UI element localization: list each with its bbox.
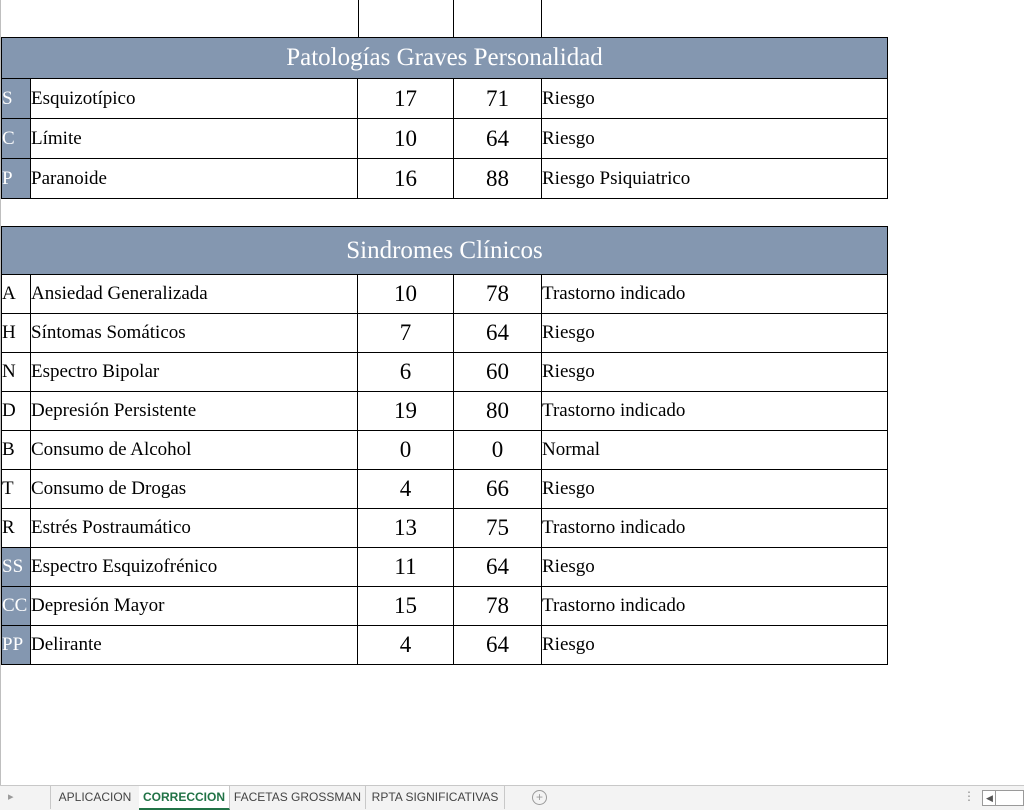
table-row (2, 275, 888, 314)
interpretation[interactable]: Riesgo (542, 119, 888, 159)
br-score[interactable]: 71 (454, 79, 542, 119)
table-row (2, 509, 888, 548)
br-score[interactable]: 64 (454, 548, 542, 587)
interpretation[interactable]: Trastorno indicado (542, 275, 888, 314)
scale-code[interactable]: H (2, 314, 31, 353)
interpretation[interactable]: Riesgo (542, 626, 888, 665)
column-divider (541, 0, 542, 37)
br-score[interactable]: 64 (454, 314, 542, 353)
section-title[interactable]: Sindromes Clínicos (2, 227, 888, 275)
scale-name[interactable]: Estrés Postraumático (31, 509, 358, 548)
scroll-left-arrow-icon[interactable]: ◀ (986, 793, 993, 803)
scale-code[interactable]: PP (2, 626, 31, 665)
interpretation[interactable]: Trastorno indicado (542, 392, 888, 431)
section-title[interactable]: Patologías Graves Personalidad (2, 38, 888, 79)
raw-score[interactable]: 16 (358, 159, 454, 199)
scroll-left-icon[interactable]: ▸ (8, 791, 14, 803)
interpretation[interactable]: Normal (542, 431, 888, 470)
br-score[interactable]: 60 (454, 353, 542, 392)
scale-name[interactable]: Límite (31, 119, 358, 159)
scale-code[interactable]: C (2, 119, 31, 159)
interpretation[interactable]: Riesgo (542, 314, 888, 353)
table-row (2, 119, 888, 159)
br-score[interactable]: 64 (454, 626, 542, 665)
scale-name[interactable]: Ansiedad Generalizada (31, 275, 358, 314)
table-row (2, 626, 888, 665)
interpretation[interactable]: Riesgo (542, 353, 888, 392)
table-row (2, 431, 888, 470)
scale-name[interactable]: Espectro Esquizofrénico (31, 548, 358, 587)
br-score[interactable]: 80 (454, 392, 542, 431)
table-row (2, 159, 888, 199)
scrollbar-thumb[interactable] (995, 791, 996, 805)
table-personality-pathologies (1, 37, 888, 199)
scale-name[interactable]: Síntomas Somáticos (31, 314, 358, 353)
br-score[interactable]: 78 (454, 275, 542, 314)
scale-code[interactable]: R (2, 509, 31, 548)
table-row (2, 587, 888, 626)
table-row (2, 79, 888, 119)
br-score[interactable]: 75 (454, 509, 542, 548)
table-row (2, 470, 888, 509)
scale-code[interactable]: A (2, 275, 31, 314)
scale-code[interactable]: P (2, 159, 31, 199)
scale-code[interactable]: S (2, 79, 31, 119)
raw-score[interactable]: 15 (358, 587, 454, 626)
scale-name[interactable]: Depresión Persistente (31, 392, 358, 431)
interpretation[interactable]: Riesgo (542, 470, 888, 509)
scale-code[interactable]: T (2, 470, 31, 509)
raw-score[interactable]: 17 (358, 79, 454, 119)
scale-code[interactable]: D (2, 392, 31, 431)
raw-score[interactable]: 4 (358, 626, 454, 665)
scale-code[interactable]: N (2, 353, 31, 392)
interpretation[interactable]: Riesgo (542, 548, 888, 587)
interpretation[interactable]: Riesgo Psiquiatrico (542, 159, 888, 199)
raw-score[interactable]: 13 (358, 509, 454, 548)
tab-correccion[interactable]: CORRECCION (139, 786, 230, 810)
raw-score[interactable]: 6 (358, 353, 454, 392)
tab-aplicacion[interactable]: APLICACION (50, 786, 140, 809)
br-score[interactable]: 0 (454, 431, 542, 470)
column-divider (358, 0, 359, 37)
br-score[interactable]: 64 (454, 119, 542, 159)
raw-score[interactable]: 19 (358, 392, 454, 431)
scale-name[interactable]: Paranoide (31, 159, 358, 199)
interpretation[interactable]: Trastorno indicado (542, 509, 888, 548)
table-clinical-syndromes (1, 226, 888, 665)
scale-name[interactable]: Consumo de Drogas (31, 470, 358, 509)
br-score[interactable]: 88 (454, 159, 542, 199)
scale-name[interactable]: Delirante (31, 626, 358, 665)
table-row (2, 314, 888, 353)
sheet-tab-bar (0, 785, 1024, 810)
tab-facetas-grossman[interactable]: FACETAS GROSSMAN (230, 786, 366, 809)
raw-score[interactable]: 0 (358, 431, 454, 470)
scale-name[interactable]: Consumo de Alcohol (31, 431, 358, 470)
table-row (2, 392, 888, 431)
scale-code[interactable]: CC (2, 587, 31, 626)
table-row (2, 548, 888, 587)
section-header-row (2, 227, 888, 275)
scale-code[interactable]: B (2, 431, 31, 470)
br-score[interactable]: 78 (454, 587, 542, 626)
table-row (2, 353, 888, 392)
br-score[interactable]: 66 (454, 470, 542, 509)
raw-score[interactable]: 11 (358, 548, 454, 587)
plus-circle-icon[interactable]: + (532, 790, 547, 805)
scale-name[interactable]: Depresión Mayor (31, 587, 358, 626)
interpretation[interactable]: Trastorno indicado (542, 587, 888, 626)
raw-score[interactable]: 10 (358, 119, 454, 159)
horizontal-scrollbar[interactable] (982, 790, 1024, 806)
scale-code[interactable]: SS (2, 548, 31, 587)
tab-rpta-significativas[interactable]: RPTA SIGNIFICATIVAS (366, 786, 505, 809)
raw-score[interactable]: 7 (358, 314, 454, 353)
scale-name[interactable]: Esquizotípico (31, 79, 358, 119)
section-header-row (2, 38, 888, 79)
scale-name[interactable]: Espectro Bipolar (31, 353, 358, 392)
more-options-icon[interactable]: ⋮ (963, 789, 975, 803)
column-divider (453, 0, 454, 37)
raw-score[interactable]: 4 (358, 470, 454, 509)
raw-score[interactable]: 10 (358, 275, 454, 314)
interpretation[interactable]: Riesgo (542, 79, 888, 119)
